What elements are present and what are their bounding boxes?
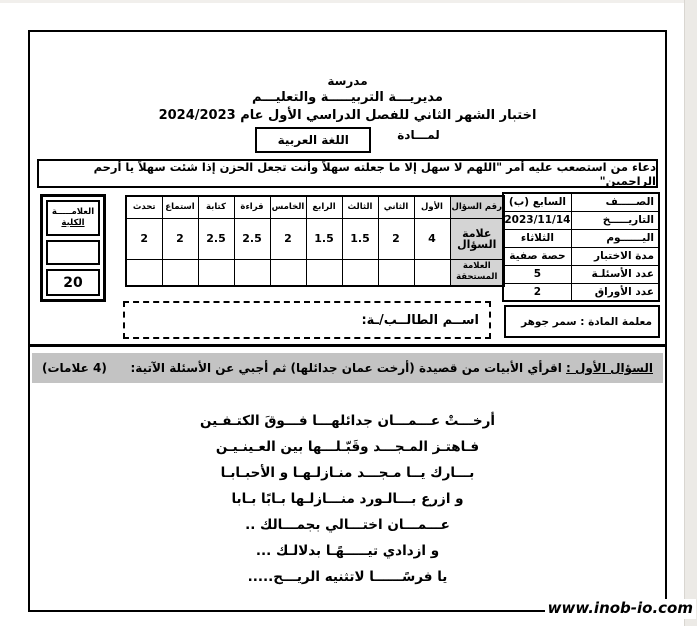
poem-line: يا فرسًــــــا لاتثنيه الريـــح..... — [247, 569, 448, 585]
info-row — [503, 211, 659, 229]
poem-line: و ازرع بـــالـورد منـــازلـها بـابًا بـابا — [231, 491, 464, 507]
earned-cell — [306, 259, 342, 286]
total-mark-label — [46, 200, 100, 236]
subject-row — [30, 127, 665, 153]
mark-value: 2 — [162, 218, 198, 259]
mark-value: 1.5 — [306, 218, 342, 259]
directorate-name: مديريـــة التربيـــــة والتعليـــم — [252, 90, 443, 105]
page-edge-top — [0, 0, 697, 3]
earned-cell — [378, 259, 414, 286]
info-row — [503, 283, 659, 301]
teacher-name-box: معلمة المادة : سمر جوهر — [504, 305, 660, 338]
column-header: كتابة — [198, 196, 234, 218]
earned-cell — [270, 259, 306, 286]
poem-block — [30, 408, 665, 590]
column-header: تحدث — [126, 196, 162, 218]
mark-value: 2 — [270, 218, 306, 259]
earned-row-label: العلامة المستحقة — [450, 259, 504, 286]
info-label-class: الصـــــف — [571, 193, 659, 211]
question-1-marks: (4 علامات) — [42, 361, 107, 375]
mark-value: 2.5 — [234, 218, 270, 259]
total-mark-label-line2: الكلية — [61, 217, 85, 228]
total-mark-label-line1: العلامـــــة — [51, 206, 95, 217]
info-value-question-count: 5 — [503, 265, 571, 283]
info-value-page-count: 2 — [503, 283, 571, 301]
earned-cell — [414, 259, 450, 286]
prayer-banner: دعاء من استصعب عليه أمر "اللهم لا سهل إلا ما جعلته سهلاً وأنت تجعل الحزن إذا شئت سهلاً يا أرحم الراحمين" — [37, 159, 658, 188]
question-1-body: اقرأي الأبيات من قصيدة (أرخت عمان جدائلها) ثم أجبي عن الأسئلة الآتية: — [130, 361, 567, 375]
earned-cell — [198, 259, 234, 286]
poem-line: بـــارك يــا مـجـــد منـازلـهـا و الأحبـابـا — [220, 465, 475, 481]
question-1-text — [131, 361, 654, 375]
mark-value: 2 — [126, 218, 162, 259]
info-label-page-count: عدد الأوراق — [571, 283, 659, 301]
column-header: الخامس — [270, 196, 306, 218]
info-value-date: 2023/11/14 — [503, 211, 571, 229]
document-header — [30, 74, 665, 153]
info-row — [503, 229, 659, 247]
total-mark-earned-cell — [46, 240, 100, 266]
info-value-day: الثلاثاء — [503, 229, 571, 247]
earned-cell — [162, 259, 198, 286]
column-header: قراءة — [234, 196, 270, 218]
info-row — [503, 247, 659, 265]
page-edge-right — [684, 0, 697, 626]
question-1-bar — [32, 353, 663, 383]
subject-label: لمـــادة — [397, 128, 440, 142]
earned-cell — [234, 259, 270, 286]
info-row — [503, 265, 659, 283]
mark-value: 1.5 — [342, 218, 378, 259]
subject-name-box: اللغة العربية — [255, 127, 371, 153]
marks-table-header-row — [126, 196, 504, 218]
mark-value: 2.5 — [198, 218, 234, 259]
question-1-title: السؤال الأول : — [566, 361, 653, 375]
column-header: الثاني — [378, 196, 414, 218]
earned-cell — [126, 259, 162, 286]
marks-row-label: علامة السؤال — [450, 218, 504, 259]
section-divider — [30, 344, 665, 347]
column-header: الثالث — [342, 196, 378, 218]
marks-values-row — [126, 218, 504, 259]
poem-line: أرخـــتْ عـــمـــان جدائلهـــا فـــوقَ الكتـفـين — [199, 413, 496, 429]
info-label-day: اليــــــوم — [571, 229, 659, 247]
info-row — [503, 193, 659, 211]
info-value-class: السابع (ب) — [503, 193, 571, 211]
total-mark-value: 20 — [46, 269, 100, 296]
info-label-duration: مدة الاختبار — [571, 247, 659, 265]
earned-marks-row — [126, 259, 504, 286]
poem-line: و ازدادي تيـــــهًـا بدلالـك ... — [255, 543, 440, 559]
school-name: مدرسة — [327, 74, 368, 88]
info-label-date: التاريـــــخ — [571, 211, 659, 229]
info-label-question-count: عدد الأسئلـة — [571, 265, 659, 283]
marks-table-corner: رقم السؤال — [450, 196, 504, 218]
watermark-url: www.inob-io.com — [545, 599, 696, 619]
total-mark-box — [40, 194, 106, 302]
student-name-label: اســم الطالــب/ـة: — [361, 312, 479, 328]
earned-cell — [342, 259, 378, 286]
info-value-duration: حصة صفية — [503, 247, 571, 265]
exam-info-table — [502, 192, 660, 302]
poem-line: عـــمـــان اختـــالي بجمـــالك .. — [245, 517, 450, 533]
column-header: الأول — [414, 196, 450, 218]
mark-value: 4 — [414, 218, 450, 259]
exam-title: اختبار الشهر الثاني للفصل الدراسي الأول عام 2024/2023 — [158, 108, 537, 123]
marks-table — [125, 195, 505, 287]
mark-value: 2 — [378, 218, 414, 259]
student-name-field — [123, 301, 491, 339]
column-header: الرابع — [306, 196, 342, 218]
poem-line: فـاهتـز المـجـــد وقَبّـلـــها بين العـينـيـن — [215, 439, 480, 455]
column-header: استماع — [162, 196, 198, 218]
exam-document — [28, 30, 667, 612]
